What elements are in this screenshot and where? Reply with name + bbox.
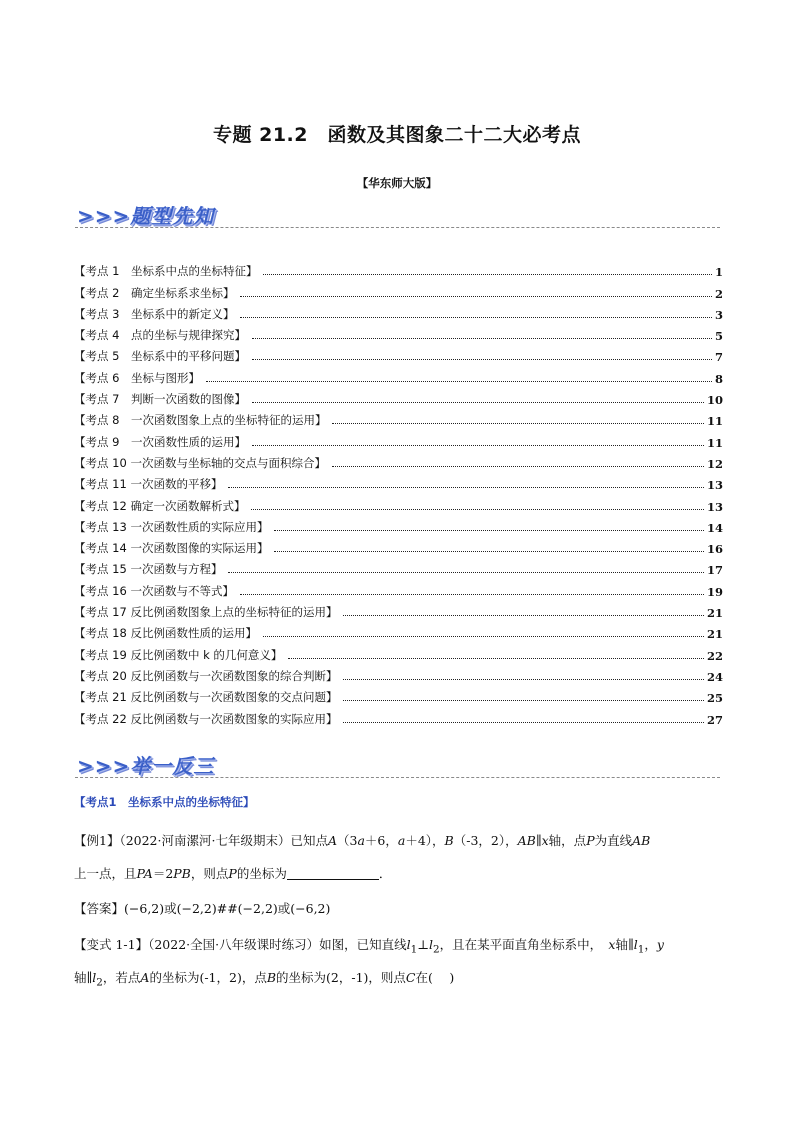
- toc-entry[interactable]: [74, 514, 723, 535]
- subscript: 2: [96, 976, 103, 988]
- toc-leader-dots: [263, 274, 712, 275]
- answer: [74, 898, 724, 920]
- toc-entry-label: 【考点 5 坐标系中的平移问题】: [74, 349, 246, 364]
- example-source: （2022·河南漯河·七年级期末）: [119, 833, 291, 848]
- var: a: [357, 833, 365, 848]
- toc-entry-label: 【考点 9 一次函数性质的运用】: [74, 434, 246, 449]
- toc-entry[interactable]: [74, 450, 723, 471]
- text: 已知点: [290, 833, 328, 848]
- toc-page-number: 8: [714, 371, 723, 386]
- toc-page-number: 13: [706, 499, 723, 514]
- toc-entry[interactable]: [74, 577, 723, 598]
- text: 上一点，且: [74, 866, 137, 881]
- text: ，若点: [102, 969, 141, 985]
- toc-page-number: 2: [714, 286, 723, 301]
- example-tag: 【例1】: [74, 833, 120, 848]
- toc-entry-label: 【考点 8 一次函数图象上点的坐标特征的运用】: [74, 413, 327, 428]
- toc-page-number: 27: [706, 712, 723, 727]
- example-1: [74, 830, 724, 885]
- page-title: 专题 21.2 函数及其图象二十二大必考点: [213, 124, 581, 146]
- toc-page-number: 22: [706, 648, 723, 663]
- answer-text: (−6,2)或(−2,2)##(−2,2)或(−6,2): [124, 901, 331, 916]
- toc-page-number: 17: [706, 563, 723, 578]
- toc-page-number: 5: [714, 329, 723, 344]
- toc-entry-label: 【考点 14 一次函数图像的实际运用】: [74, 541, 269, 556]
- text: 轴∥: [615, 937, 634, 952]
- var: x: [541, 833, 549, 848]
- toc-entry-label: 【考点 2 确定坐标系求坐标】: [74, 285, 235, 300]
- toc-entry[interactable]: [74, 684, 723, 705]
- toc-entry[interactable]: [74, 705, 723, 726]
- toc-entry-label: 【考点 19 反比例函数中 k 的几何意义】: [74, 647, 283, 662]
- answer-blank: [287, 865, 379, 880]
- text: ，且在某平面直角坐标系中，: [439, 937, 609, 952]
- toc-entry-label: 【考点 20 反比例函数与一次函数图象的综合判断】: [74, 668, 338, 683]
- text: 的坐标为: [236, 866, 287, 881]
- toc-entry-label: 【考点 22 反比例函数与一次函数图象的实际应用】: [74, 711, 338, 726]
- toc-entry[interactable]: [74, 386, 723, 407]
- var: A: [140, 969, 150, 985]
- var: PB: [173, 866, 191, 881]
- var: a: [397, 833, 406, 848]
- variant-tag: 【变式 1-1】: [74, 937, 149, 952]
- toc-entry[interactable]: [74, 599, 723, 620]
- toc-entry[interactable]: [74, 641, 723, 662]
- toc-entry[interactable]: [74, 492, 723, 513]
- toc-entry[interactable]: [74, 301, 723, 322]
- subscript: 1: [637, 943, 645, 956]
- toc-entry-label: 【考点 18 反比例函数性质的运用】: [74, 626, 257, 641]
- toc-entry[interactable]: [74, 407, 723, 428]
- toc-leader-dots: [343, 722, 704, 723]
- var: PA: [136, 866, 153, 881]
- toc-entry[interactable]: [74, 620, 723, 641]
- text: 为直线: [594, 833, 633, 848]
- text: 的坐标为(2，-1)，则点: [276, 969, 406, 985]
- toc-leader-dots: [343, 700, 704, 701]
- toc-leader-dots: [252, 359, 712, 360]
- toc-page-number: 12: [706, 456, 723, 471]
- toc-leader-dots: [206, 381, 712, 382]
- var: AB: [517, 833, 536, 848]
- toc-leader-dots: [240, 296, 712, 297]
- toc-page-number: 19: [706, 584, 723, 599]
- text: ∥: [535, 833, 542, 848]
- text: ＋6，: [364, 833, 398, 848]
- var: l: [429, 937, 434, 952]
- toc-entry[interactable]: [74, 556, 723, 577]
- toc-page-number: 1: [714, 265, 723, 280]
- toc-entry-label: 【考点 12 确定一次函数解析式】: [74, 498, 246, 513]
- toc-entry[interactable]: [74, 279, 723, 300]
- toc-page-number: 21: [706, 627, 723, 642]
- table-of-contents: [74, 258, 723, 727]
- toc-page-number: 7: [714, 350, 723, 365]
- var: P: [586, 833, 595, 848]
- var: A: [327, 833, 338, 848]
- toc-entry-label: 【考点 10 一次函数与坐标轴的交点与面积综合】: [74, 455, 326, 470]
- var: x: [608, 937, 616, 952]
- answer-tag: 【答案】: [74, 901, 125, 916]
- text: ，则点: [190, 866, 229, 881]
- var: P: [228, 866, 237, 881]
- toc-entry-label: 【考点 1 坐标系中点的坐标特征】: [74, 264, 258, 279]
- variant-source: （2022·全国·八年级课时练习）: [148, 937, 320, 952]
- banner-divider: [75, 227, 720, 228]
- toc-leader-dots: [240, 594, 704, 595]
- text: （3: [337, 833, 358, 848]
- toc-page-number: 25: [706, 691, 723, 706]
- text: ．: [378, 866, 392, 881]
- edition-label: 【华东师大版】: [356, 176, 438, 190]
- toc-entry[interactable]: [74, 471, 723, 492]
- text: （-3，2），: [453, 833, 518, 848]
- banner-divider: [75, 777, 720, 778]
- toc-leader-dots: [274, 530, 704, 531]
- toc-leader-dots: [332, 466, 704, 467]
- toc-entry-label: 【考点 7 判断一次函数的图像】: [74, 392, 246, 407]
- banner-text: >>>举一反三: [77, 754, 215, 778]
- var: l: [92, 969, 97, 985]
- toc-leader-dots: [252, 445, 704, 446]
- var: y: [656, 937, 664, 952]
- toc-entry[interactable]: [74, 258, 723, 279]
- toc-entry[interactable]: [74, 535, 723, 556]
- text: ＝2: [152, 866, 174, 881]
- toc-page-number: 24: [706, 669, 723, 684]
- toc-leader-dots: [343, 679, 704, 680]
- subscript: 2: [433, 943, 440, 956]
- toc-page-number: 13: [706, 478, 723, 493]
- toc-page-number: 10: [706, 393, 723, 408]
- text: 轴∥: [74, 969, 93, 985]
- toc-leader-dots: [343, 615, 704, 616]
- toc-page-number: 14: [706, 520, 723, 535]
- toc-entry-label: 【考点 13 一次函数性质的实际应用】: [74, 519, 269, 534]
- toc-entry[interactable]: [74, 364, 723, 385]
- var: B: [444, 833, 454, 848]
- toc-page-number: 21: [706, 606, 723, 621]
- toc-leader-dots: [288, 658, 704, 659]
- section-heading: 【考点1 坐标系中点的坐标特征】: [74, 795, 255, 809]
- banner-text: >>>题型先知: [77, 204, 215, 228]
- var: B: [266, 969, 277, 985]
- toc-entry-label: 【考点 16 一次函数与不等式】: [74, 583, 234, 598]
- toc-entry-label: 【考点 17 反比例函数图象上点的坐标特征的运用】: [74, 605, 338, 620]
- text: 轴，点: [548, 833, 587, 848]
- toc-entry-label: 【考点 3 坐标系中的新定义】: [74, 306, 235, 321]
- var: C: [405, 969, 416, 985]
- var: AB: [632, 833, 651, 848]
- subscript: 1: [410, 943, 418, 956]
- text: ，: [644, 937, 657, 952]
- toc-entry[interactable]: [74, 428, 723, 449]
- toc-page-number: 16: [706, 542, 723, 557]
- text: 在( ): [415, 969, 455, 985]
- toc-leader-dots: [263, 636, 704, 637]
- text: ＋4），: [405, 833, 445, 848]
- toc-entry-label: 【考点 21 反比例函数与一次函数图象的交点问题】: [74, 690, 338, 705]
- text: 的坐标为(-1，2)，点: [149, 969, 267, 985]
- toc-entry-label: 【考点 15 一次函数与方程】: [74, 562, 223, 577]
- toc-leader-dots: [228, 572, 704, 573]
- toc-leader-dots: [332, 423, 704, 424]
- toc-entry[interactable]: [74, 343, 723, 364]
- toc-entry-label: 【考点 11 一次函数的平移】: [74, 477, 223, 492]
- toc-entry[interactable]: [74, 663, 723, 684]
- toc-page-number: 11: [706, 414, 723, 429]
- toc-page-number: 3: [714, 307, 723, 322]
- variant-1-1: [74, 931, 724, 996]
- toc-entry[interactable]: [74, 322, 723, 343]
- toc-leader-dots: [228, 487, 704, 488]
- text: 如图，已知直线: [319, 937, 407, 952]
- toc-leader-dots: [251, 509, 704, 510]
- text: ⊥: [417, 937, 430, 952]
- toc-leader-dots: [240, 317, 712, 318]
- toc-entry-label: 【考点 4 点的坐标与规律探究】: [74, 328, 246, 343]
- toc-leader-dots: [252, 402, 704, 403]
- toc-leader-dots: [252, 338, 712, 339]
- var: l: [406, 937, 411, 952]
- section-banner-preview: [75, 200, 720, 230]
- var: l: [633, 937, 638, 952]
- section-banner-practice: [75, 750, 720, 780]
- toc-entry-label: 【考点 6 坐标与图形】: [74, 370, 200, 385]
- toc-page-number: 11: [706, 435, 723, 450]
- toc-leader-dots: [274, 551, 704, 552]
